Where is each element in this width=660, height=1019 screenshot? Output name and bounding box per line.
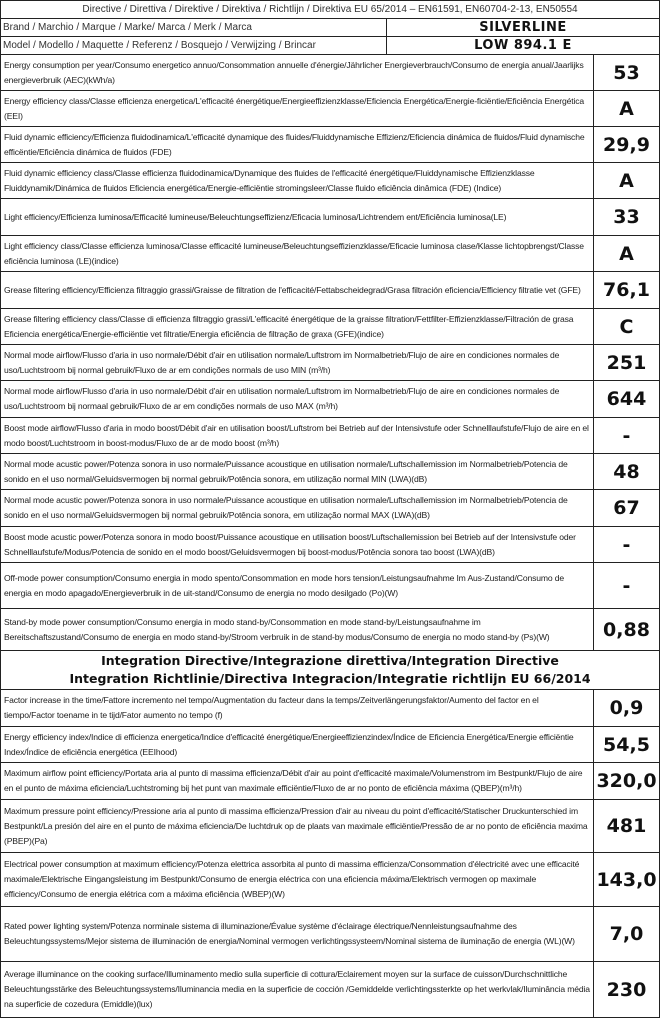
spec-desc: Electrical power consumption at maximum efficiency/Potenza elettrica assorbita al punto di massima efficienza/Consommation d'électricité avec une efficacité maximale/Elektrische Eingangsleistung im Bestpunkt/Consumo de energia eléctrica con una eficiencia máxima/Elektrisch vermogen op maximale efficiency/Consumo de energia elétrica com a máxima eficiência (WBEP)(W)	[1, 853, 594, 906]
brand-row	[1, 19, 659, 37]
spec-desc: Energy consumption per year/Consumo energetico annuo/Consommation annuelle d'énergie/Jährlicher Energieverbrauch/Consumo de energia anual/Jaarlijks energieverbruik (AEC)(kWh/a)	[1, 55, 594, 90]
spec-row-noise-boost	[1, 527, 659, 563]
spec-value: 53	[613, 61, 640, 84]
spec-desc: Stand-by mode power consumption/Consumo energia in modo stand-by/Consommation en mode stand-by/Leistungsaufnahme im Bereitschaftszustand/Consumo de energia en modo stand-by/Stroom verbruik in de stand-by modus/Consumo de energia no modo stand-by (Ps)(W)	[1, 609, 594, 650]
spec-row-aec	[1, 55, 659, 91]
spec-desc: Normal mode acustic power/Potenza sonora in uso normale/Puissance acoustique en utilisation normale/Luftschallemission im Normalbetrieb/Potencia de sonido en el uso normal/Geluidsvermogen bij normal gebruik/Potência sonora, em utilização normal MIN (LWA)(dB)	[1, 454, 594, 489]
spec-value: 48	[613, 460, 640, 483]
spec-desc: Fluid dynamic efficiency/Efficienza fluidodinamica/L'efficacité dynamique des fluides/Fluiddynamische Effizienz/Eficiencia dinámica de fluidos/Fluid dynamische efficëntie/Eficiência dinámica de fluidos (FDE)	[1, 127, 594, 162]
model-value: LOW 894.1 E	[474, 38, 572, 53]
spec-row-qbep	[1, 763, 659, 800]
spec-value: -	[622, 533, 631, 556]
spec-value: A	[619, 242, 634, 265]
spec-row-airflow-max	[1, 381, 659, 418]
spec-row-wbep	[1, 853, 659, 907]
spec-value: 230	[606, 978, 647, 1001]
spec-desc: Off-mode power consumption/Consumo energia in modo spento/Consommation en mode hors tension/Leistungsaufnahme Im Aus-Zustand/Consumo de energia en modo apagado/Energieverbruik in de uit-stand/Consumo de energia no modo desilgado (Po)(W)	[1, 563, 594, 608]
spec-value: 0,9	[609, 697, 644, 719]
spec-desc: Boost mode airflow/Flusso d'aria in modo boost/Débit d'air en utilisation boost/Luftstrom bei Betrieb auf der Intensivstufe oder Schnelllaufstufe/Flujo de aire en el modo boost/Luchtstroom in boost-modus/Fluxo de ar de modo boost (m³/h)	[1, 418, 594, 453]
spec-row-wl	[1, 907, 659, 962]
spec-value: 320,0	[596, 770, 657, 792]
directive-header	[1, 1, 659, 19]
spec-value: 54,5	[603, 733, 650, 756]
spec-value: 76,1	[603, 279, 650, 301]
spec-row-airflow-boost	[1, 418, 659, 454]
spec-row-noise-min	[1, 454, 659, 490]
spec-value: 29,9	[603, 133, 650, 156]
spec-value: 481	[606, 815, 647, 837]
spec-value: 0,88	[603, 618, 650, 641]
brand-value: SILVERLINE	[479, 20, 567, 35]
spec-value: 143,0	[596, 868, 657, 891]
spec-row-eei-hood	[1, 727, 659, 763]
spec-row-fde	[1, 127, 659, 163]
spec-desc: Normal mode airflow/Flusso d'aria in uso normale/Débit d'air en utilisation normale/Luftstrom im Normalbetrieb/Flujo de aire en condiciones normales de uso/Luchtstroom bij normaal gebruik/Fluxo de ar em condições normals de uso MAX (m³/h)	[1, 381, 594, 417]
spec-value: -	[622, 574, 631, 597]
model-label: Model / Modello / Maquette / Referenz / Bosquejo / Verwijzing / Brincar	[1, 37, 387, 54]
spec-row-pbep	[1, 800, 659, 853]
directive-text: Directive / Direttiva / Direktive / Direktiva / Richtlijn / Direktiva EU 65/2014 – EN61591, EN60704-2-13, EN50554	[82, 4, 578, 15]
spec-desc: Energy efficiency index/Indice di efficienza energetica/Indice d'efficacité énergétique/Energieeffizienzindex/Índice de Eficiencia Energética/Energie efficiëntie Index/Índice de eficiência energética (EEIhood)	[1, 727, 594, 762]
spec-value: A	[619, 97, 634, 120]
spec-value: A	[619, 169, 634, 192]
spec-value: 644	[606, 388, 647, 410]
spec-desc: Boost mode acustic power/Potenza sonora in modo boost/Puissance acoustique en utilisation boost/Luftschallemission bei Betrieb auf der Intensivstufe oder Schnelllaufstufe/Modus/Potencia de sonido en el modo boost/Geluidsvermogen bij boost-modus/Potência sonora tao boost (LWA)(dB)	[1, 527, 594, 562]
spec-value: 7,0	[609, 923, 644, 945]
spec-row-noise-max	[1, 490, 659, 527]
spec-row-off-mode	[1, 563, 659, 609]
spec-value: 251	[606, 351, 647, 374]
spec-desc: Grease filtering efficiency class/Classe di efficienza filtraggio grassi/L'efficacité énergétique de la graisse filtration/Fettfilter-Effizienzklasse/Filtración de grasa Eficiencia energética/Energie-efficiëntie vet filtratie/Energia eficiência de filtração de graxa (GFE)(indice)	[1, 309, 594, 344]
spec-row-le-class	[1, 236, 659, 272]
spec-value: 33	[613, 206, 640, 228]
spec-desc: Factor increase in the time/Fattore incremento nel tempo/Augmentation du facteur dans la temps/Zeitverlängerungsfaktor/Aumento del factor en el tiempo/Factor toename in te tijd/Fator aumento no tempo (f)	[1, 690, 594, 726]
integration-directive-header	[1, 651, 659, 690]
integration-title-line1: Integration Directive/Integrazione direttiva/Integration Directive	[101, 653, 559, 668]
spec-value: C	[619, 315, 634, 338]
spec-row-emiddle	[1, 962, 659, 1017]
spec-row-fde-class	[1, 163, 659, 199]
spec-desc: Average illuminance on the cooking surface/Illuminamento medio sulla superficie di cottura/Eclairement moyen sur la surface de cuisson/Durchschnittliche Beleuchtungsstärke des Beleuchtungssystems/Iluminancia media en la superficie de cocción /Gemiddelde verlichtingssterkte op het werkvlak/Iluminância média na superficie de cozedura (Emiddle)(lux)	[1, 962, 594, 1017]
model-row	[1, 37, 659, 55]
spec-row-gfe	[1, 272, 659, 309]
spec-desc: Rated power lighting system/Potenza norminale sistema di illuminazione/Évalue système d'éclairage électrique/Nennleistungsaufnahme des Beleuchtungssystems/Mejor sistema de illuminación de energia/Nominal vermogen verlichtingssysteem/Nominal sistema de iluminação de energia (WL)(W)	[1, 907, 594, 961]
spec-desc: Light efficiency/Efficienza luminosa/Efficacité lumineuse/Beleuchtungseffizienz/Eficacia luminosa/Lichtrendem ent/Eficiência luminosa(LE)	[1, 199, 594, 235]
spec-desc: Maximum pressure point efficiency/Pressione aria al punto di massima efficienza/Pression d'air au niveau du point d'efficacité/Statischer Druckunterschied im Bestpunkt/La presión del aire en el punto de máxima eficiencia/De luchtdruk op de plaats van maximale efficiëntie/Pressão de ar no ponto de eficiência maxima (PBEP)(Pa)	[1, 800, 594, 852]
spec-desc: Light efficiency class/Classe efficienza luminosa/Classe efficacité lumineuse/Beleuchtungseffizienzklasse/Eficacie luminosa clase/Klasse lichtopbrengst/Classe eficiência luminosa (LE)(indice)	[1, 236, 594, 271]
spec-row-standby	[1, 609, 659, 651]
spec-desc: Maximum airflow point efficiency/Portata aria al punto di massima efficienza/Débit d'air au point d'efficacité maximale/Volumenstrom im Bestpunkt/Flujo de aire en el punto de máxima eficiencia/Luchtstroming bij het punt van maximale efficiëntie/Fluxo de ar no ponto de eficiência máxima (QBEP)(m³/h)	[1, 763, 594, 799]
spec-desc: Fluid dynamic efficiency class/Classe efficienza fluidodinamica/Dynamique des fluides de l'efficacité énergétique/Fluiddynamische Effizienzklasse Fluiddynamik/Dinámica de fluidos Eficiencia energética/Energie-efficiëntie stromingsleer/Classe fluido eficiência dinâmica (FDE) (Indice)	[1, 163, 594, 198]
spec-desc: Grease filtering efficiency/Efficienza filtraggio grassi/Graisse de filtration de l'efficacité/Fettabscheidegrad/Grasa filtración eficiencia/Efficiency filtratie vet (GFE)	[1, 272, 594, 308]
spec-value: 67	[613, 497, 640, 519]
brand-label: Brand / Marchio / Marque / Marke/ Marca / Merk / Marca	[1, 19, 387, 36]
spec-desc: Energy efficiency class/Classe efficienza energetica/L'efficacité énergétique/Energieeffizienzklasse/Eficiencia Energética/Energie-ficiëntie/Eficiência Energética (EEI)	[1, 91, 594, 126]
spec-desc: Normal mode acustic power/Potenza sonora in uso normale/Puissance acoustique en utilisation normale/Luftschallemission im Normalbetrieb/Potencia de sonido en el uso normal/Geluidsvermogen bij normal gebruik/Potência sonora, em utilização normal MAX (LWA)(dB)	[1, 490, 594, 526]
spec-value: -	[622, 424, 631, 447]
spec-row-le	[1, 199, 659, 236]
integration-title-line2: Integration Richtlinie/Directiva Integracion/Integratie richtlijn EU 66/2014	[69, 671, 591, 686]
spec-row-airflow-min	[1, 345, 659, 381]
spec-row-gfe-class	[1, 309, 659, 345]
spec-desc: Normal mode airflow/Flusso d'aria in uso normale/Débit d'air en utilisation normale/Luftstrom im Normalbetrieb/Flujo de aire en condiciones normales de uso/Luchtstroom bij normal gebruik/Fluxo de ar em condições normals de uso MIN (m³/h)	[1, 345, 594, 380]
spec-row-factor-f	[1, 690, 659, 727]
spec-row-eei-class	[1, 91, 659, 127]
